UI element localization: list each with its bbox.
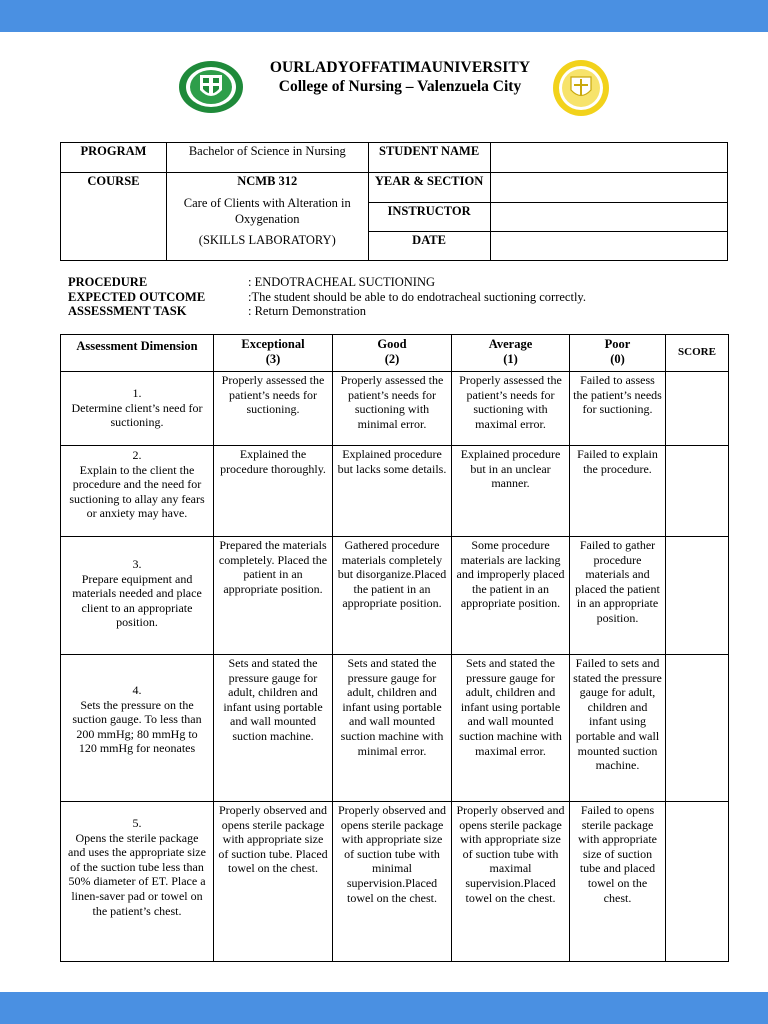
course-title: Care of Clients with Alteration in Oxygenation xyxy=(183,195,351,226)
date-field[interactable] xyxy=(490,232,727,261)
year-section-field[interactable] xyxy=(490,173,727,203)
header-average-points: (1) xyxy=(503,351,518,366)
good-cell: Sets and stated the pressure gauge for adult, children and infant using portable and wall mounted suction machine with minimal error. xyxy=(333,655,452,802)
header-good xyxy=(333,335,452,372)
table-row xyxy=(61,802,729,962)
dimension-cell xyxy=(61,372,214,446)
good-cell: Properly observed and opens sterile package with appropriate size of suction tube with minimal supervision.Placed towel on the chest. xyxy=(333,802,452,962)
header-poor xyxy=(570,335,666,372)
header-score: SCORE xyxy=(666,335,729,372)
good-cell: Explained procedure but lacks some details. xyxy=(333,446,452,537)
dimension-cell xyxy=(61,537,214,655)
header-dimension xyxy=(61,335,214,372)
header-average-text: Average xyxy=(488,337,533,351)
average-cell: Some procedure materials are lacking and improperly placed the patient in an appropriate position. xyxy=(452,537,570,655)
header-good-points: (2) xyxy=(384,351,400,366)
student-name-label: STUDENT NAME xyxy=(368,143,490,173)
dimension-number: 1. xyxy=(132,386,142,400)
expected-outcome-value: :The student should be able to do endotracheal suctioning correctly. xyxy=(248,289,586,304)
poor-cell: Failed to explain the procedure. xyxy=(570,446,666,537)
poor-cell: Failed to sets and stated the pressure gauge for adult, children and infant using portable and wall mounted suction machine. xyxy=(570,655,666,802)
bottom-blue-band xyxy=(0,992,768,1024)
poor-cell: Failed to opens sterile package with appropriate size of suction tube and placed towel on the chest. xyxy=(570,802,666,962)
good-cell: Gathered procedure materials completely but disorganize.Placed the patient in an appropriate position. xyxy=(333,537,452,655)
college-seal-logo xyxy=(552,59,610,117)
dimension-number: 3. xyxy=(132,557,142,571)
header-exceptional-points: (3) xyxy=(265,351,281,366)
course-code: NCMB 312 xyxy=(237,174,298,188)
expected-outcome-label: EXPECTED OUTCOME xyxy=(68,289,206,304)
exceptional-cell: Prepared the materials completely. Placed the patient in an appropriate position. xyxy=(214,537,333,655)
instructor-label: INSTRUCTOR xyxy=(368,203,490,232)
average-cell: Explained procedure but in an unclear manner. xyxy=(452,446,570,537)
poor-cell: Failed to gather procedure materials and placed the patient in an appropriate position. xyxy=(570,537,666,655)
course-note: (SKILLS LABORATORY) xyxy=(198,232,336,247)
program-label: PROGRAM xyxy=(61,143,167,173)
table-row xyxy=(61,446,729,537)
procedure-label: PROCEDURE xyxy=(68,275,148,289)
year-section-label: YEAR & SECTION xyxy=(368,173,490,203)
score-cell[interactable] xyxy=(666,802,729,962)
college-name: College of Nursing – Valenzuela City xyxy=(278,78,522,95)
table-row xyxy=(61,655,729,802)
dimension-text: Explain to the client the procedure and the need for suctioning to allay any fears or anxiety may have. xyxy=(69,462,205,521)
header-dimension-text: Assessment Dimension xyxy=(76,339,198,353)
poor-cell: Failed to assess the patient’s needs for suctioning. xyxy=(570,372,666,446)
date-label: DATE xyxy=(368,232,490,261)
dimension-text: Opens the sterile package and uses the appropriate size of the suction tube less than 50% diameter of ET. Place a linen-saver pad or towel on the patient’s chest. xyxy=(68,830,206,918)
exceptional-cell: Properly assessed the patient’s needs for suctioning. xyxy=(214,372,333,446)
top-blue-band xyxy=(0,0,768,32)
dimension-cell xyxy=(61,802,214,962)
procedure-value: : ENDOTRACHEAL SUCTIONING xyxy=(248,275,436,289)
course-cell xyxy=(166,173,368,261)
good-cell: Properly assessed the patient’s needs for suctioning with minimal error. xyxy=(333,372,452,446)
course-label: COURSE xyxy=(61,173,167,261)
program-value: Bachelor of Science in Nursing xyxy=(166,143,368,173)
dimension-text: Determine client’s need for suctioning. xyxy=(71,400,203,430)
dimension-cell xyxy=(61,446,214,537)
dimension-number: 2. xyxy=(132,448,142,462)
header-average xyxy=(452,335,570,372)
score-cell[interactable] xyxy=(666,446,729,537)
dimension-number: 4. xyxy=(132,683,142,697)
score-cell[interactable] xyxy=(666,655,729,802)
exceptional-cell: Sets and stated the pressure gauge for adult, children and infant using portable and wall mounted suction machine. xyxy=(214,655,333,802)
header-exceptional-text: Exceptional xyxy=(241,337,305,351)
score-cell[interactable] xyxy=(666,372,729,446)
assessment-task-label: ASSESSMENT TASK xyxy=(68,304,187,318)
exceptional-cell: Properly observed and opens sterile package with appropriate size of suction tube. Placed towel on the chest. xyxy=(214,802,333,962)
document-header xyxy=(0,56,768,120)
dimension-text: Prepare equipment and materials needed and place client to an appropriate position. xyxy=(72,571,202,630)
instructor-field[interactable] xyxy=(490,203,727,232)
dimension-number: 5. xyxy=(132,816,142,830)
score-cell[interactable] xyxy=(666,537,729,655)
average-cell: Properly observed and opens sterile package with appropriate size of suction tube with maximal supervision.Placed towel on the chest. xyxy=(452,802,570,962)
student-info-table xyxy=(60,142,728,261)
rubric-header-row xyxy=(61,335,729,372)
dimension-cell xyxy=(61,655,214,802)
university-name: OURLADYOFFATIMAUNIVERSITY xyxy=(269,59,531,76)
student-name-field[interactable] xyxy=(490,143,727,173)
average-cell: Properly assessed the patient’s needs for suctioning with maximal error. xyxy=(452,372,570,446)
table-row xyxy=(61,372,729,446)
university-seal-logo xyxy=(178,60,244,114)
table-row xyxy=(61,537,729,655)
header-exceptional xyxy=(214,335,333,372)
exceptional-cell: Explained the procedure thoroughly. xyxy=(214,446,333,537)
rubric-table xyxy=(60,334,729,962)
dimension-text: Sets the pressure on the suction gauge. To less than 200 mmHg; 80 mmHg to 120 mmHg for neonates xyxy=(72,697,202,756)
header-poor-text: Poor xyxy=(604,337,631,351)
average-cell: Sets and stated the pressure gauge for adult, children and infant using portable and wall mounted suction machine with maximal error. xyxy=(452,655,570,802)
header-poor-points: (0) xyxy=(610,351,625,366)
header-good-text: Good xyxy=(377,337,407,351)
assessment-task-value: : Return Demonstration xyxy=(248,304,367,318)
